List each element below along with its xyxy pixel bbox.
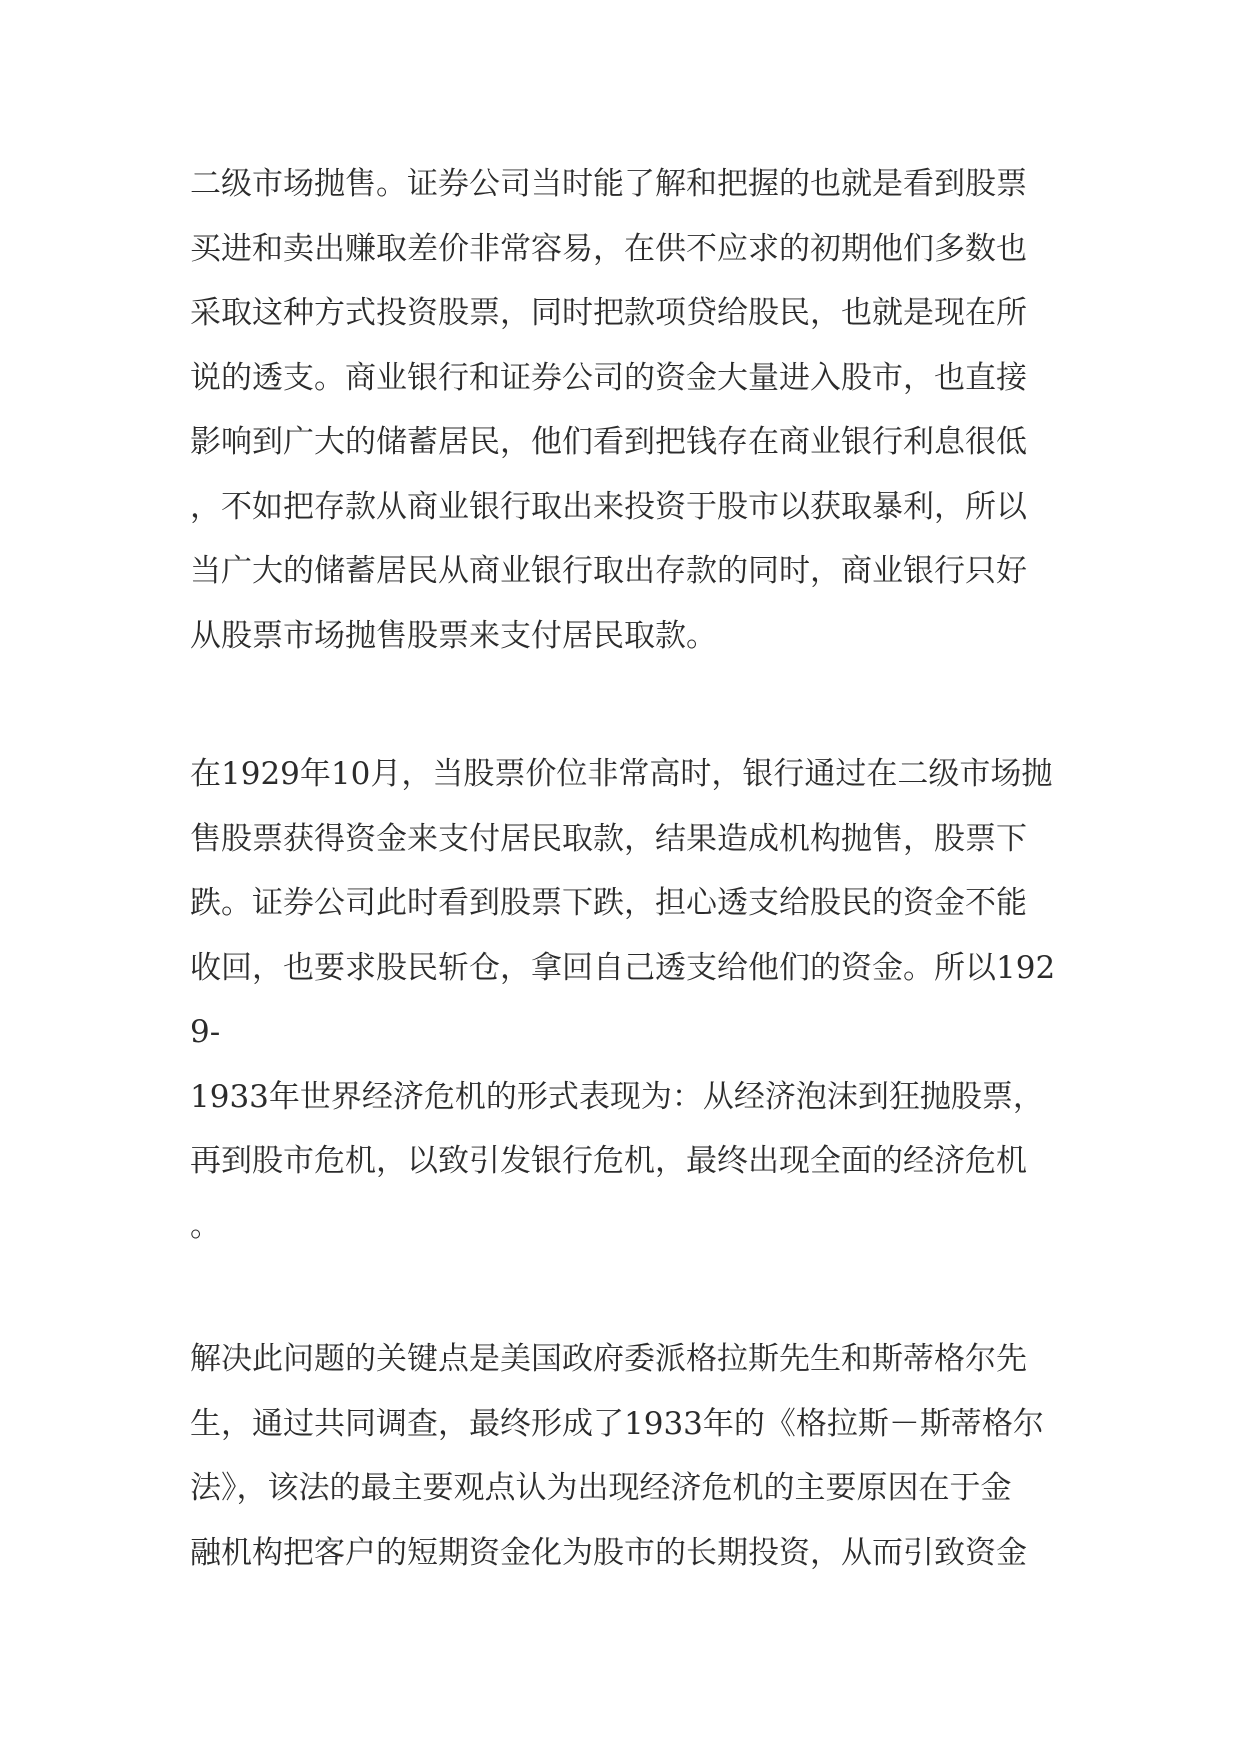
text-line: 9- (190, 1014, 221, 1050)
text-line: ，不如把存款从商业银行取出来投资于股市以获取暴利，所以 (190, 488, 1027, 525)
text-line: 售股票获得资金来支付居民取款，结果造成机构抛售，股票下 (190, 820, 1027, 857)
text-line: 融机构把客户的短期资金化为股市的长期投资，从而引致资金 (190, 1534, 1027, 1571)
paragraph-1 (190, 152, 1070, 668)
paragraph-2 (190, 742, 1070, 1258)
text-line: 在1929年10月，当股票价位非常高时，银行通过在二级市场抛 (190, 756, 1053, 792)
text-line: 再到股市危机，以致引发银行危机，最终出现全面的经济危机 (190, 1143, 1027, 1179)
text-line: 。 (190, 1207, 221, 1244)
text-line: 从股票市场抛售股票来支付居民取款。 (190, 617, 717, 654)
text-line: 1933年世界经济危机的形式表现为：从经济泡沫到狂抛股票， (190, 1078, 1044, 1115)
text-line: 解决此问题的关键点是美国政府委派格拉斯先生和斯蒂格尔先 (190, 1341, 1027, 1377)
text-line: 二级市场抛售。证券公司当时能了解和把握的也就是看到股票 (190, 166, 1027, 202)
text-line: 采取这种方式投资股票，同时把款项贷给股民，也就是现在所 (190, 295, 1027, 331)
text-line: 当广大的储蓄居民从商业银行取出存款的同时，商业银行只好 (190, 553, 1027, 589)
text-line: 影响到广大的储蓄居民，他们看到把钱存在商业银行利息很低 (190, 424, 1027, 460)
text-line: 说的透支。商业银行和证券公司的资金大量进入股市，也直接 (190, 359, 1027, 396)
text-line: 买进和卖出赚取差价非常容易，在供不应求的初期他们多数也 (190, 230, 1027, 267)
text-line: 收回，也要求股民斩仓，拿回自己透支给他们的资金。所以192 (190, 949, 1056, 986)
paragraph-3 (190, 1327, 1070, 1585)
text-line: 生，通过共同调查，最终形成了1933年的《格拉斯－斯蒂格尔 (190, 1405, 1044, 1442)
text-line: 跌。证券公司此时看到股票下跌，担心透支给股民的资金不能 (190, 885, 1027, 921)
text-line: 法》，该法的最主要观点认为出现经济危机的主要原因在于金 (190, 1470, 1012, 1506)
